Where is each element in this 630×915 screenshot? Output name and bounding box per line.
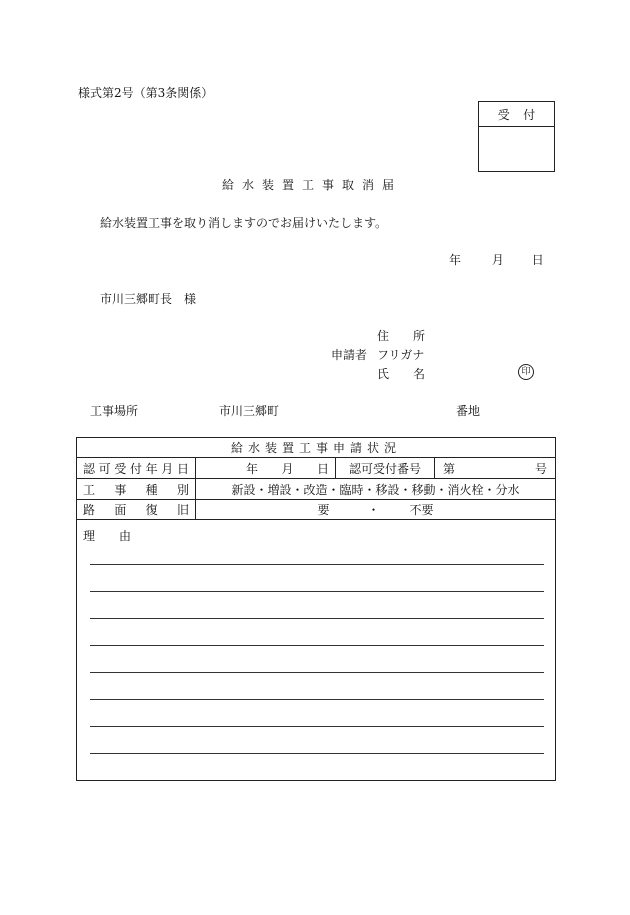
form-number: 様式第2号（第3条関係） (78, 86, 214, 100)
work-type-row (77, 479, 555, 500)
approval-date-label: 認 可 受 付 年 月 日 (83, 461, 189, 476)
table-header-row (77, 438, 555, 458)
site-town: 市川三郷町 (219, 404, 280, 418)
reason-label: 理 由 (83, 529, 132, 543)
site-label: 工事場所 (90, 404, 139, 418)
reason-line (90, 564, 544, 565)
submission-date (449, 251, 544, 268)
approval-date-row (77, 458, 555, 479)
reason-line (90, 672, 544, 673)
addressee: 市川三郷町長 様 (100, 292, 197, 306)
reason-line (90, 699, 544, 700)
receipt-char: 付 (523, 107, 536, 122)
approval-number-label: 認可受付番号 (348, 461, 421, 476)
road-restoration-label: 路 面 復 旧 (83, 503, 189, 517)
site-lot-label: 番地 (456, 404, 481, 418)
work-type-options: 新設・増設・改造・臨時・移設・移動・消火栓・分水 (231, 482, 520, 497)
date-month-label: 月 (491, 253, 504, 267)
name-label: 氏 名 (377, 367, 426, 381)
reason-line (90, 753, 544, 754)
statement-text: 給水装置工事を取り消しますのでお届けいたします。 (100, 216, 388, 230)
work-type-label: 工 事 種 別 (83, 482, 189, 497)
reason-line (90, 645, 544, 646)
approval-number-value: 第 号 (443, 461, 547, 476)
approval-date-value: 年 月 日 (246, 461, 329, 476)
seal-mark: 印 (518, 364, 534, 380)
road-restoration-options: 要 ・ 不要 (317, 503, 434, 517)
date-day-label: 日 (531, 253, 544, 267)
receipt-stamp-box (478, 101, 555, 172)
reason-line (90, 726, 544, 727)
road-restoration-row (77, 500, 555, 520)
applicant-label: 申請者 (331, 348, 368, 362)
furigana-label: フリガナ (377, 348, 425, 362)
reason-line (90, 591, 544, 592)
document-title: 給水装置工事取消届 (222, 178, 403, 192)
reason-line (90, 618, 544, 619)
table-header: 給水装置工事申請状況 (230, 441, 401, 455)
receipt-header (479, 102, 554, 127)
receipt-char: 受 (497, 107, 510, 122)
date-year-label: 年 (449, 253, 462, 267)
address-label: 住 所 (377, 329, 426, 343)
application-status-table (76, 437, 556, 781)
